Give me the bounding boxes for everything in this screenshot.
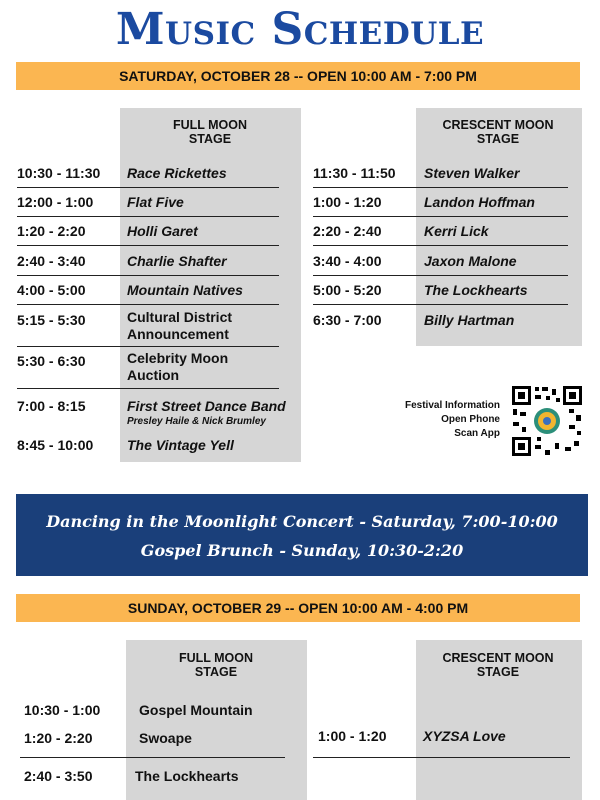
- slot-time: 2:40 - 3:50: [24, 768, 93, 784]
- slot-act: Kerri Lick: [424, 223, 489, 239]
- divider: [313, 245, 568, 246]
- slot-act-line1: Cultural District: [127, 309, 233, 325]
- sunday-header: SUNDAY, OCTOBER 29 -- OPEN 10:00 AM - 4:00 PM: [16, 594, 580, 622]
- slot-sub: Presley Haile & Nick Brumley: [127, 416, 266, 427]
- divider: [313, 275, 568, 276]
- slot-act-line1: Celebrity Moon: [127, 350, 229, 366]
- sat-crescent-moon-stage-title: [428, 118, 568, 146]
- slot-act-line2: Auction: [127, 367, 180, 383]
- slot-time: 8:45 - 10:00: [17, 437, 94, 453]
- divider: [17, 245, 279, 246]
- divider: [17, 346, 279, 347]
- slot-act: Charlie Shafter: [127, 253, 227, 269]
- stage-title-text: CRESCENT MOON STAGE: [442, 651, 554, 679]
- slot-act: First Street Dance Band: [127, 398, 286, 414]
- slot-act: Mountain Natives: [127, 282, 243, 298]
- slot-act: Flat Five: [127, 194, 184, 210]
- slot-time: 12:00 - 1:00: [17, 194, 94, 210]
- banner-line: Dancing in the Moonlight Concert - Saturday, 7:00-10:00: [46, 512, 558, 531]
- sun-full-moon-stage-title: [156, 651, 276, 679]
- qr-caption: [380, 399, 500, 441]
- slot-time: 2:40 - 3:40: [17, 253, 86, 269]
- event-banner: [16, 494, 588, 576]
- sat-full-moon-stage-title: [150, 118, 270, 146]
- divider: [313, 216, 568, 217]
- qr-caption-line: Scan App: [454, 428, 500, 439]
- slot-act: Swoape: [139, 730, 192, 746]
- slot-time: 1:20 - 2:20: [24, 730, 93, 746]
- divider: [313, 757, 570, 758]
- slot-time: 1:20 - 2:20: [17, 223, 86, 239]
- slot-act: The Vintage Yell: [127, 437, 234, 453]
- slot-act: Gospel Mountain: [139, 702, 253, 718]
- divider: [17, 275, 279, 276]
- slot-act: Billy Hartman: [424, 312, 515, 328]
- slot-time: 2:20 - 2:40: [313, 223, 382, 239]
- divider: [17, 304, 279, 305]
- slot-time: 10:30 - 11:30: [17, 165, 101, 181]
- divider: [17, 216, 279, 217]
- slot-act: The Lockhearts: [424, 282, 528, 298]
- slot-act: Landon Hoffman: [424, 194, 535, 210]
- slot-time: 5:00 - 5:20: [313, 282, 382, 298]
- slot-act: XYZSA Love: [423, 728, 506, 744]
- qr-caption-line: Open Phone: [441, 414, 500, 425]
- slot-act: Holli Garet: [127, 223, 198, 239]
- slot-time: 10:30 - 1:00: [24, 702, 101, 718]
- divider: [313, 187, 568, 188]
- slot-time: 3:40 - 4:00: [313, 253, 382, 269]
- slot-act-line2: Announcement: [127, 326, 229, 342]
- slot-time: 1:00 - 1:20: [313, 194, 382, 210]
- stage-title-text: FULL MOON STAGE: [178, 651, 254, 679]
- qr-code-icon[interactable]: [511, 385, 583, 457]
- slot-time: 4:00 - 5:00: [17, 282, 86, 298]
- slot-act: Race Rickettes: [127, 165, 227, 181]
- slot-act: The Lockhearts: [135, 768, 239, 784]
- sun-crescent-moon-stage-title: [428, 651, 568, 679]
- slot-time: 1:00 - 1:20: [318, 728, 387, 744]
- slot-time: 7:00 - 8:15: [17, 398, 86, 414]
- slot-time: 5:30 - 6:30: [17, 353, 86, 369]
- banner-line: Gospel Brunch - Sunday, 10:30-2:20: [140, 541, 464, 560]
- slot-act: Steven Walker: [424, 165, 520, 181]
- slot-act: Jaxon Malone: [424, 253, 517, 269]
- slot-time: 11:30 - 11:50: [313, 165, 396, 181]
- page-title: Music Schedule: [115, 4, 485, 55]
- stage-title-text: CRESCENT MOON STAGE: [442, 118, 554, 146]
- stage-title-text: FULL MOON STAGE: [172, 118, 248, 146]
- qr-caption-line: Festival Information: [404, 400, 500, 411]
- divider: [17, 388, 279, 389]
- saturday-header: SATURDAY, OCTOBER 28 -- OPEN 10:00 AM - 7:00 PM: [16, 62, 580, 90]
- divider: [313, 304, 568, 305]
- slot-time: 5:15 - 5:30: [17, 312, 86, 328]
- divider: [20, 757, 285, 758]
- divider: [17, 187, 279, 188]
- slot-time: 6:30 - 7:00: [313, 312, 382, 328]
